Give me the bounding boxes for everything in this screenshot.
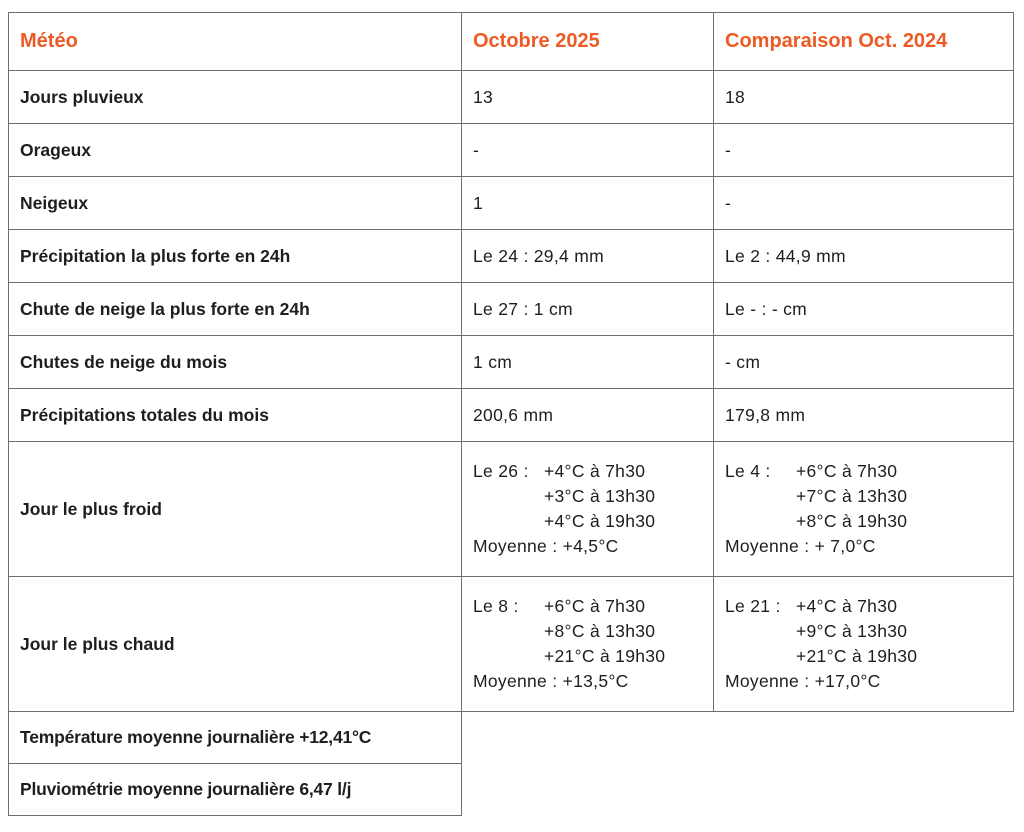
temperature-reading: +6°C à 7h30 <box>796 461 898 481</box>
row-label: Orageux <box>9 124 462 177</box>
temperature-block <box>473 594 713 694</box>
cell-oct-2024: Le 2 : 44,9 mm <box>714 230 1014 283</box>
cell-oct-2024 <box>714 442 1014 577</box>
average-rainfall-summary: Pluviométrie moyenne journalière 6,47 l/j <box>9 764 462 816</box>
temperature-block <box>725 459 1013 559</box>
cell-oct-2025: 13 <box>462 71 714 124</box>
temperature-reading: +4°C à 7h30 <box>544 461 646 481</box>
row-label: Jour le plus chaud <box>9 577 462 712</box>
hottest-day-row <box>9 577 1014 712</box>
temperature-reading: +8°C à 13h30 <box>544 621 656 641</box>
temperature-average: Moyenne : + 7,0°C <box>725 536 876 556</box>
cell-oct-2024: - <box>714 124 1014 177</box>
row-label: Jours pluvieux <box>9 71 462 124</box>
table-row <box>9 389 1014 442</box>
cell-oct-2025: 1 <box>462 177 714 230</box>
temperature-average: Moyenne : +13,5°C <box>473 671 629 691</box>
temperature-reading: +3°C à 13h30 <box>544 486 656 506</box>
empty-cell <box>462 712 1014 764</box>
row-label: Précipitation la plus forte en 24h <box>9 230 462 283</box>
cell-oct-2025: Le 24 : 29,4 mm <box>462 230 714 283</box>
cell-oct-2025: - <box>462 124 714 177</box>
header-october-2025: Octobre 2025 <box>462 13 714 71</box>
temperature-average: Moyenne : +4,5°C <box>473 536 619 556</box>
table-row <box>9 336 1014 389</box>
cell-oct-2024: Le - : - cm <box>714 283 1014 336</box>
temperature-block <box>725 594 1013 694</box>
table-row <box>9 230 1014 283</box>
row-label: Chutes de neige du mois <box>9 336 462 389</box>
day-label: Le 4 : <box>725 461 771 481</box>
temperature-reading: +21°C à 19h30 <box>796 646 918 666</box>
day-label: Le 26 : <box>473 461 529 481</box>
coldest-day-row <box>9 442 1014 577</box>
footer-row <box>9 764 1014 816</box>
footer-row <box>9 712 1014 764</box>
temperature-reading: +6°C à 7h30 <box>544 596 646 616</box>
header-comparison-october-2024: Comparaison Oct. 2024 <box>714 13 1014 71</box>
table-row <box>9 71 1014 124</box>
table-row <box>9 283 1014 336</box>
cell-oct-2024: - <box>714 177 1014 230</box>
header-meteo: Météo <box>9 13 462 71</box>
day-label: Le 8 : <box>473 596 519 616</box>
temperature-reading: +21°C à 19h30 <box>544 646 666 666</box>
empty-cell <box>462 764 1014 816</box>
cell-oct-2024: - cm <box>714 336 1014 389</box>
temperature-reading: +7°C à 13h30 <box>796 486 908 506</box>
weather-table <box>8 12 1014 816</box>
table-row <box>9 124 1014 177</box>
cell-oct-2024: 18 <box>714 71 1014 124</box>
day-label: Le 21 : <box>725 596 781 616</box>
temperature-average: Moyenne : +17,0°C <box>725 671 881 691</box>
temperature-reading: +9°C à 13h30 <box>796 621 908 641</box>
row-label: Chute de neige la plus forte en 24h <box>9 283 462 336</box>
temperature-reading: +4°C à 19h30 <box>544 511 656 531</box>
cell-oct-2025: 1 cm <box>462 336 714 389</box>
cell-oct-2025: 200,6 mm <box>462 389 714 442</box>
row-label: Jour le plus froid <box>9 442 462 577</box>
average-temperature-summary: Température moyenne journalière +12,41°C <box>9 712 462 764</box>
row-label: Précipitations totales du mois <box>9 389 462 442</box>
cell-oct-2024 <box>714 577 1014 712</box>
cell-oct-2025 <box>462 577 714 712</box>
row-label: Neigeux <box>9 177 462 230</box>
cell-oct-2025: Le 27 : 1 cm <box>462 283 714 336</box>
temperature-block <box>473 459 713 559</box>
header-row <box>9 13 1014 71</box>
temperature-reading: +4°C à 7h30 <box>796 596 898 616</box>
temperature-reading: +8°C à 19h30 <box>796 511 908 531</box>
table-row <box>9 177 1014 230</box>
cell-oct-2024: 179,8 mm <box>714 389 1014 442</box>
cell-oct-2025 <box>462 442 714 577</box>
